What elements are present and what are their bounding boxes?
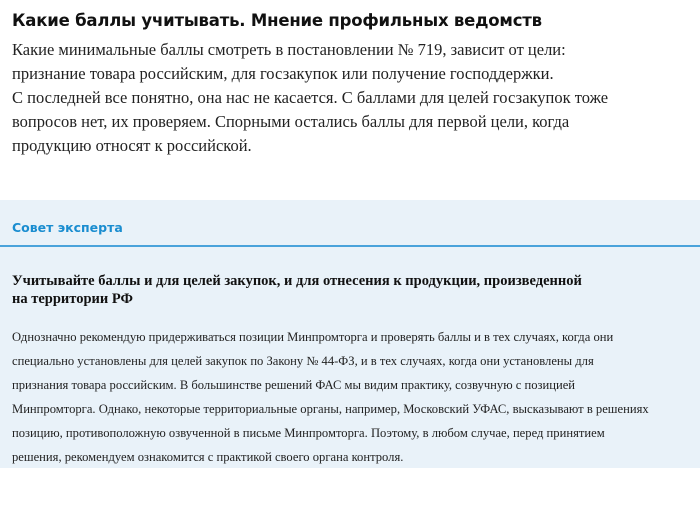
text-line: признания товара российским. В большинстве решений ФАС мы видим практику, созвучную с позицией [12,378,576,392]
expert-divider [0,245,700,247]
title-line: Учитывайте баллы и для целей закупок, и для отнесения к продукции, произведенной [12,273,582,289]
article-heading: Какие баллы учитывать. Мнение профильных ведомств [12,11,542,30]
paragraph-line: С последней все понятно, она нас не касается. С баллами для целей госзакупок тоже [12,88,609,107]
article-paragraph [12,38,692,158]
article-section [12,8,692,158]
text-line: специально установлены для целей закупок по Закону № 44-ФЗ, и в тех случаях, когда они установлены для [12,354,594,368]
expert-advice-text [12,325,696,469]
text-line: решения, рекомендуем ознакомится с практикой своего органа контроля. [12,450,404,464]
expert-advice-title [12,272,652,308]
paragraph-line: вопросов нет, их проверяем. Спорными остались баллы для первой цели, когда [12,112,570,131]
title-line: на территории РФ [12,291,133,307]
paragraph-line: продукцию относят к российской. [12,136,252,155]
paragraph-line: признание товара российским, для госзакупок или получение господдержки. [12,64,554,83]
expert-advice-label: Совет эксперта [12,220,123,235]
text-line: позицию, противоположную озвученной в письме Минпромторга. Поэтому, в любом случае, перед принятием [12,426,605,440]
text-line: Минпромторга. Однако, некоторые территориальные органы, например, Московский УФАС, высказывают в решениях [12,402,649,416]
paragraph-line: Какие минимальные баллы смотреть в постановлении № 719, зависит от цели: [12,40,566,59]
text-line: Однозначно рекомендую придерживаться позиции Минпромторга и проверять баллы и в тех случаях, когда они [12,330,614,344]
expert-advice-box [0,200,700,468]
